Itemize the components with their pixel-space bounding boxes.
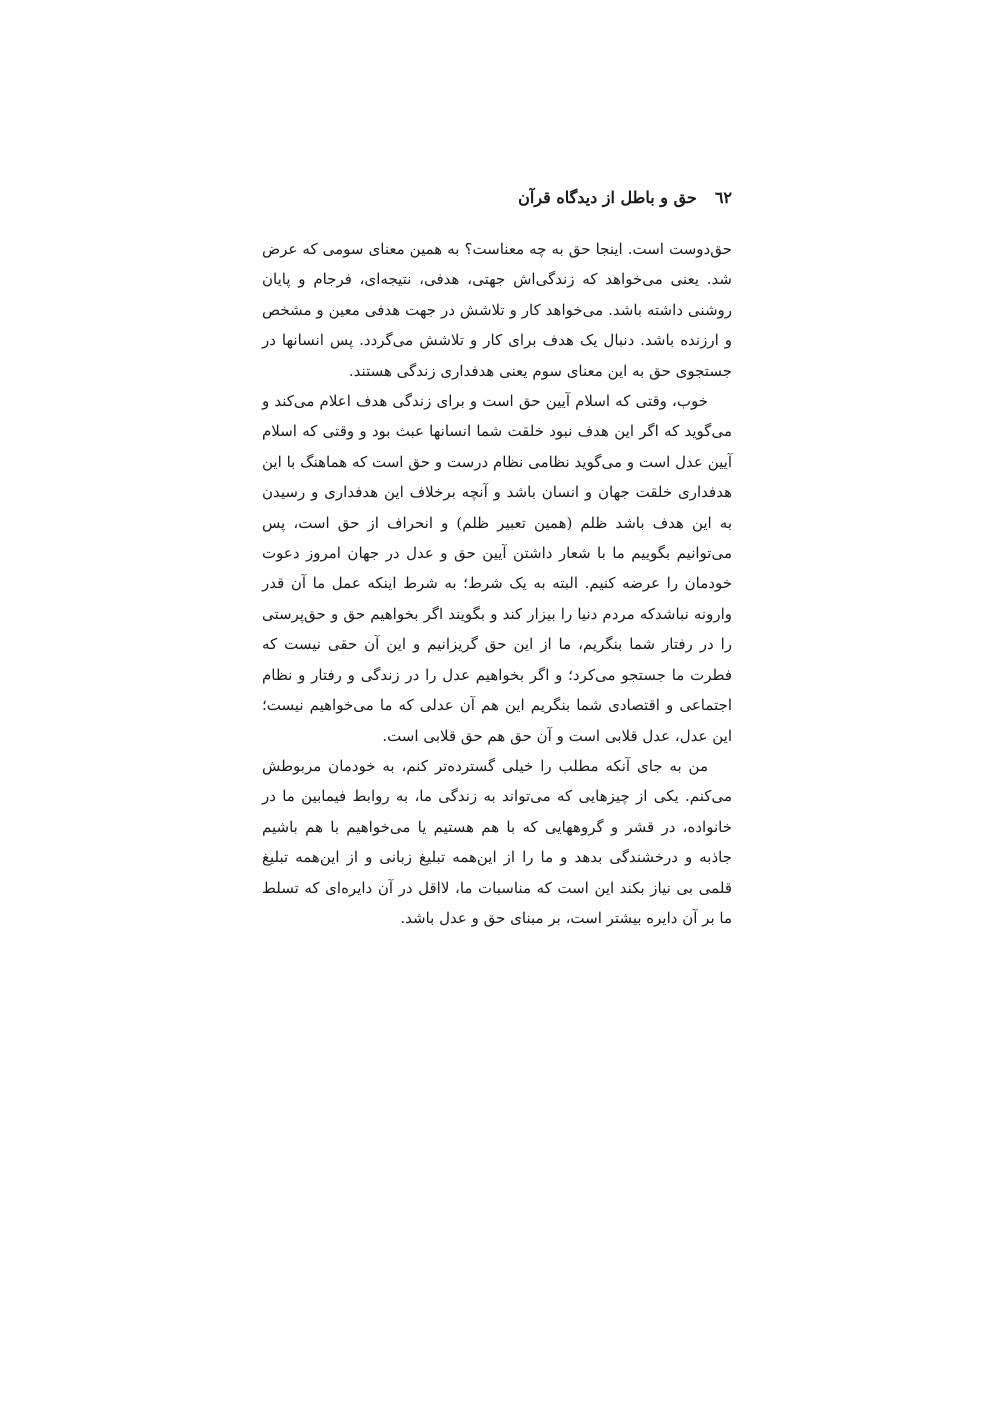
paragraph-2: خوب، وقتی که اسلام آیین حق است و برای زندگی هدف اعلام می‌کند و می‌گوید که اگر این هدف نبود خلقت شما انسانها عبث بود و وقتی که اسلام آیین عدل است و می‌گوید نظامی نظام درست و حق است که هماهنگ با این هدفداری خلقت جهان و انسان باشد و آنچه برخلاف این هدفداری و رسیدن به این هدف باشد ظلم (همین تعبیر ظلم) و انحراف از حق است، پس می‌توانیم بگوییم ما با شعار داشتن آیین حق و عدل در جهان امروز دعوت خودمان را عرضه کنیم. البته به یک شرط؛ به شرط اینکه عمل ما آن قدر وارونه نباشدکه مردم دنیا را بیزار کند و بگویند اگر بخواهیم حق و حق‌پرستی را در رفتار شما بنگریم، ما از این حق گریزانیم و این آن حقی نیست که فطرت ما جستجو می‌کرد؛ و اگر بخواهیم عدل را در زندگی و رفتار و نظام اجتماعی و اقتصادی شما بنگریم این هم آن عدلی که ما می‌خواهیم نیست؛ این عدل، عدل قلابی است و آن حق هم حق قلابی است. <box>262 392 732 745</box>
running-header <box>262 188 732 207</box>
page-number: ٦٢ <box>714 188 732 207</box>
paragraph-1: حق‌دوست است. اینجا حق به چه معناست؟ به همین معنای سومی که عرض شد. یعنی می‌خواهد که زندگی‌اش جهتی، هدفی، نتیجه‌ای، فرجام و پایان روشنی داشته باشد. می‌خواهد کار و تلاشش در جهت هدفی معین و مشخص و ارزنده باشد. دنبال یک هدف برای کار و تلاشش می‌گردد. پس انسانها در جستجوی حق به این معنای سوم یعنی هدفداری زندگی هستند. <box>262 240 732 380</box>
paragraph-3: من به جای آنکه مطلب را خیلی گسترده‌تر کنم، به خودمان مربوطش می‌کنم. یکی از چیزهایی که می‌تواند به زندگی ما، به روابط فیمابین ما در خانواده، در قشر و گروههایی که با هم هستیم یا می‌خواهیم با هم باشیم جاذبه و درخشندگی بدهد و ما را از این‌همه تبلیغ زبانی و از این‌همه تبلیغ قلمی بی نیاز بکند این است که مناسبات ما، لااقل در آن دایره‌ای که تسلط ما بر آن دایره بیشتر است، بر مبنای حق و عدل باشد. <box>262 756 732 927</box>
running-title: حق و باطل از دیدگاه قرآن <box>518 188 697 207</box>
page-body <box>262 234 732 933</box>
